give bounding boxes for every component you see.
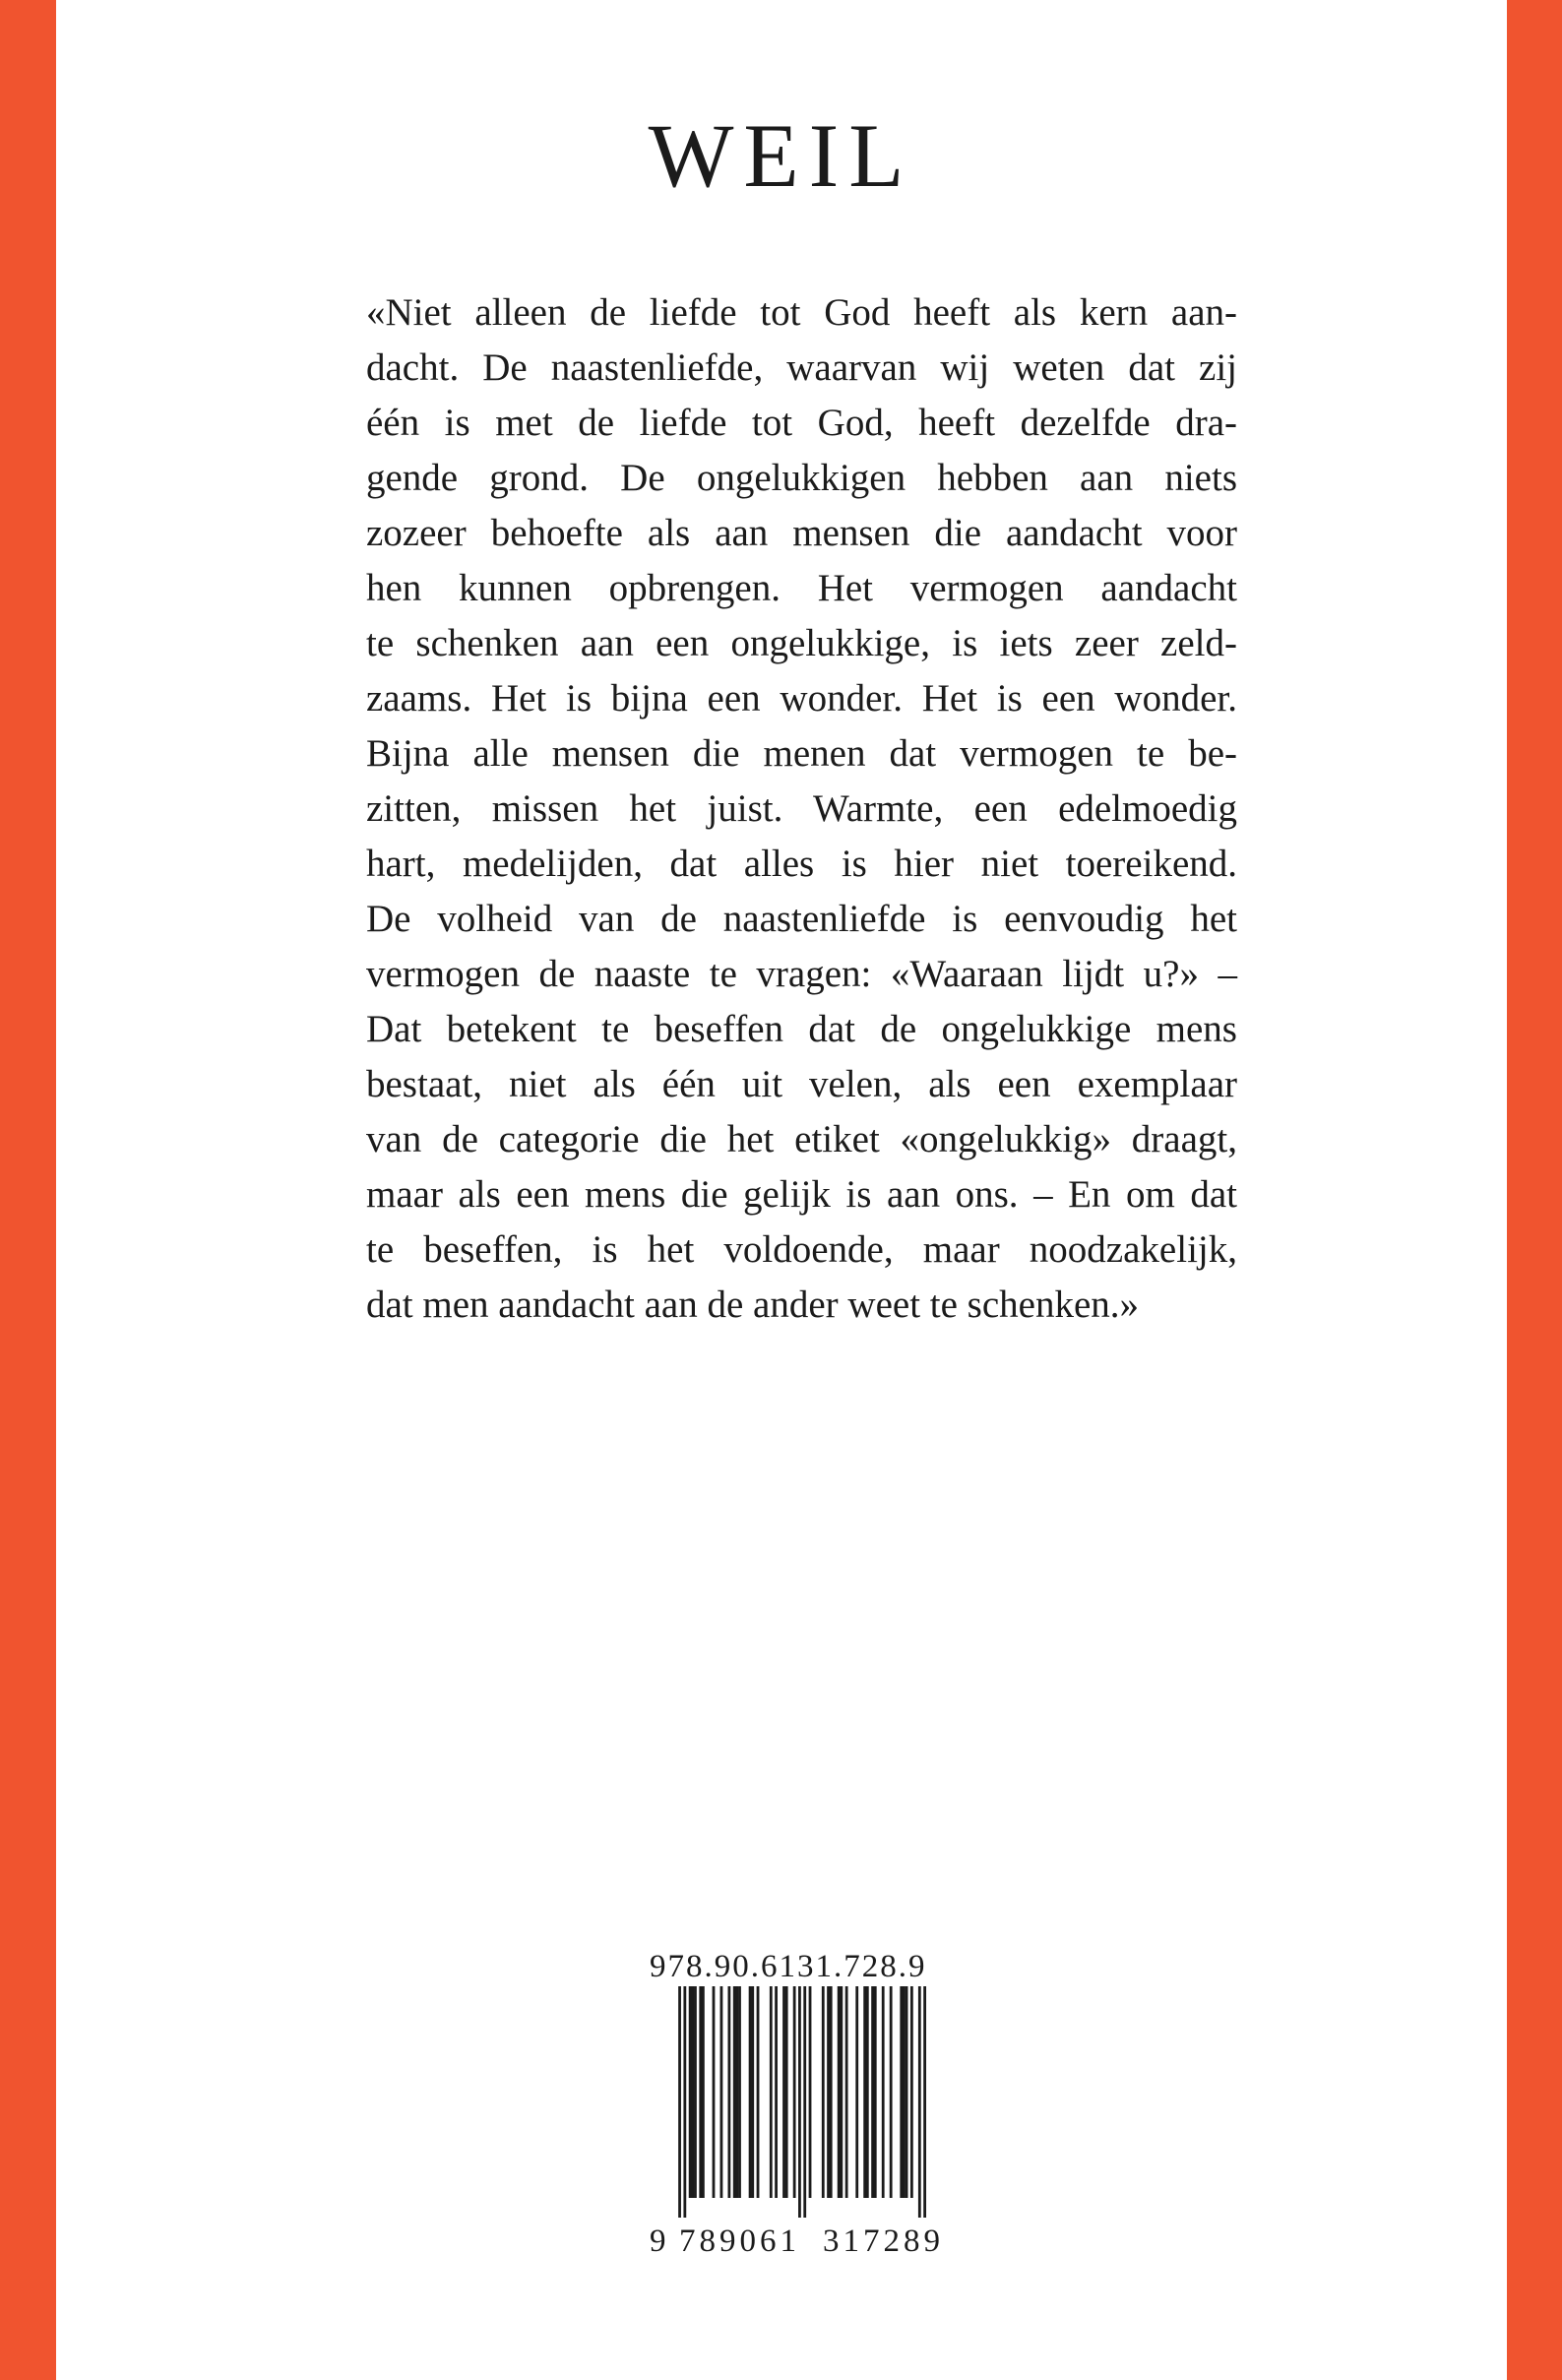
quote-line: hen kunnen opbrengen. Het vermogen aandacht [366, 567, 1237, 609]
barcode-bar [900, 1986, 903, 2198]
quote-line: Bijna alle mensen die menen dat vermogen te be- [366, 732, 1237, 775]
barcode-bar [735, 1986, 738, 2198]
barcode-guard-bar [683, 1986, 686, 2218]
barcode-bar [822, 1986, 825, 2198]
barcode [650, 1986, 955, 2218]
quote-line: hart, medelijden, dat alles is hier niet toereikend. [366, 843, 1237, 885]
barcode-bar [830, 1986, 833, 2198]
barcode-bar [866, 1986, 869, 2198]
barcode-bar [838, 1986, 841, 2198]
quote-line: Dat betekent te beseffen dat de ongelukkige mens [366, 1008, 1237, 1050]
quote-line: maar als een mens die gelijk is aan ons. – En om dat [366, 1173, 1237, 1216]
barcode-bar [775, 1986, 778, 2198]
barcode-bar [751, 1986, 754, 2198]
barcode-bar [903, 1986, 906, 2198]
barcode-guard-bar [803, 1986, 806, 2218]
quote-line: bestaat, niet als één uit velen, als een exemplaar [366, 1063, 1237, 1105]
quote-line: De volheid van de naastenliefde is eenvoudig het [366, 898, 1237, 940]
barcode-bar [874, 1986, 877, 2198]
barcode-bar [785, 1986, 788, 2198]
quote-line: «Niet alleen de liefde tot God heeft als kern aan- [366, 291, 1237, 334]
barcode-bar [863, 1986, 866, 2198]
quote-line: dat men aandacht aan de ander weet te schenken.» [366, 1284, 1140, 1326]
barcode-right-group: 317289 [823, 2223, 944, 2259]
barcode-bar [827, 1986, 830, 2198]
barcode-bar [890, 1986, 893, 2198]
barcode-bar [691, 1986, 694, 2198]
barcode-bar [840, 1986, 843, 2198]
quote-line: zaams. Het is bijna een wonder. Het is een wonder. [366, 677, 1237, 720]
barcode-left-group: 789061 [679, 2223, 800, 2259]
barcode-guard-bar [678, 1986, 681, 2218]
barcode-guard-bar [918, 1986, 921, 2218]
barcode-bar [720, 1986, 723, 2198]
quote-line: te beseffen, is het voldoende, maar noodzakelijk, [366, 1228, 1237, 1271]
barcode-bar [809, 1986, 812, 2198]
barcode-bar [699, 1986, 702, 2198]
quote-line: dacht. De naastenliefde, waarvan wij weten dat zij [366, 346, 1237, 389]
barcode-bar [694, 1986, 697, 2198]
barcode-guard-bar [923, 1986, 926, 2218]
barcode-bar [845, 1986, 848, 2198]
quote-line: vermogen de naaste te vragen: «Waaraan lijdt u?» – [366, 953, 1237, 995]
barcode-bar [757, 1986, 760, 2198]
left-accent-stripe [0, 0, 56, 2380]
barcode-bar [727, 1986, 730, 2198]
barcode-bar [871, 1986, 874, 2198]
quote-line: gende grond. De ongelukkigen hebben aan niets [366, 457, 1237, 499]
author-title: WEIL [648, 105, 914, 206]
isbn-number: 978.90.6131.728.9 [650, 1949, 927, 1984]
quote-line: zozeer behoefte als aan mensen die aandacht voor [366, 512, 1237, 554]
barcode-bar [793, 1986, 796, 2198]
barcode-bar [910, 1986, 913, 2198]
isbn-block [650, 1947, 955, 2265]
quote-line: te schenken aan een ongelukkige, is iets zeer zeld- [366, 622, 1237, 664]
barcode-bar [770, 1986, 773, 2198]
quote-line: één is met de liefde tot God, heeft dezelfde dra- [366, 402, 1237, 444]
barcode-bar [738, 1986, 741, 2198]
barcode-digits [650, 2218, 955, 2265]
barcode-bar [749, 1986, 752, 2198]
barcode-first-digit: 9 [650, 2223, 670, 2259]
back-cover-quote [366, 285, 1237, 1333]
barcode-bar [882, 1986, 885, 2198]
barcode-bar [713, 1986, 716, 2198]
barcode-bar [733, 1986, 736, 2198]
quote-line: van de categorie die het etiket «ongelukkig» draagt, [366, 1118, 1237, 1160]
right-accent-stripe [1507, 0, 1562, 2380]
quote-line: zitten, missen het juist. Warmte, een edelmoedig [366, 787, 1237, 830]
barcode-bar [702, 1986, 705, 2198]
barcode-bar [689, 1986, 692, 2198]
barcode-bar [906, 1986, 908, 2198]
barcode-bar [855, 1986, 858, 2198]
barcode-guard-bar [798, 1986, 801, 2218]
barcode-bar [782, 1986, 785, 2198]
